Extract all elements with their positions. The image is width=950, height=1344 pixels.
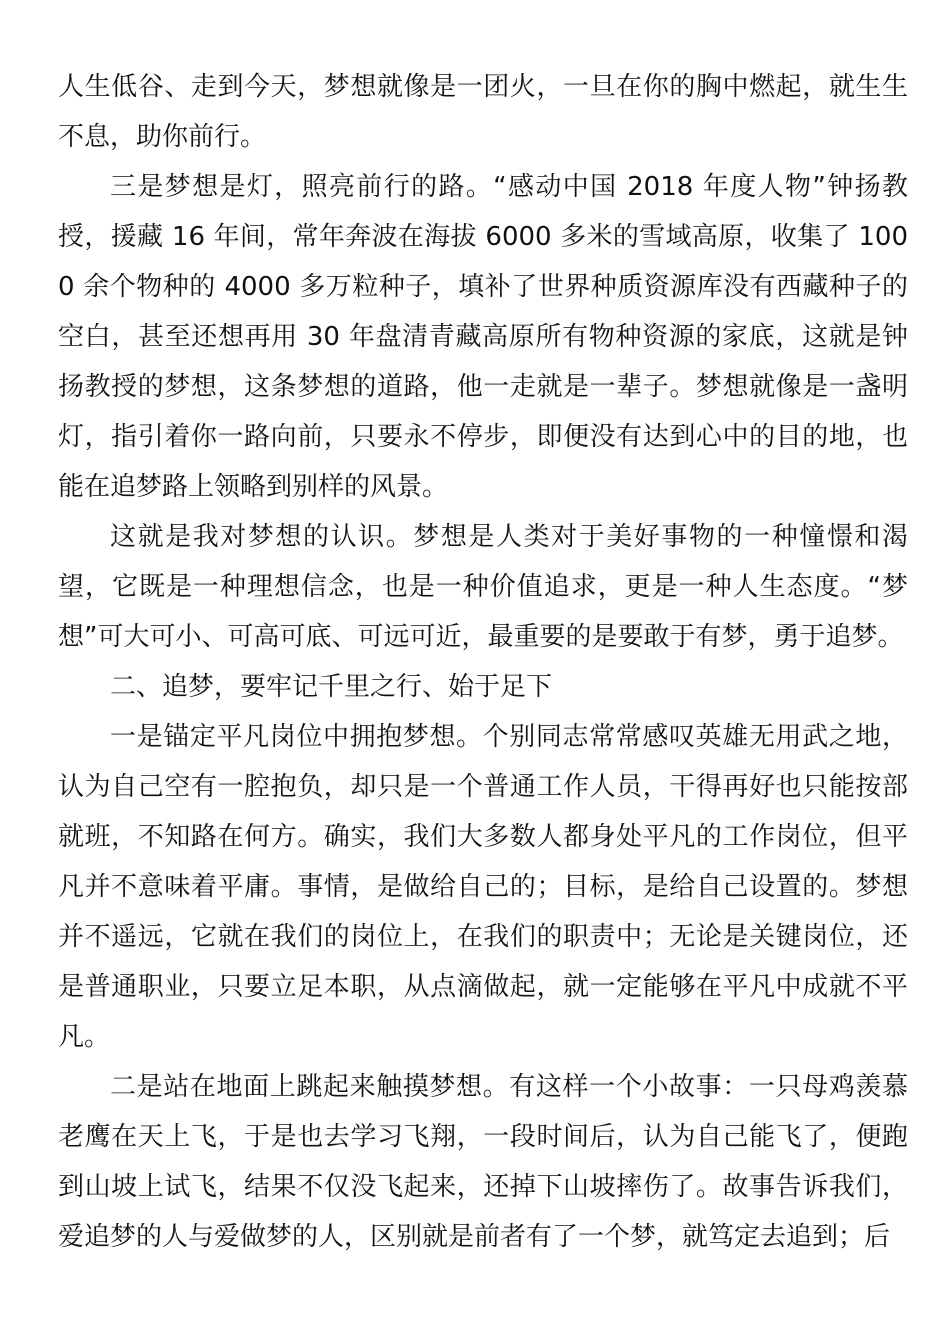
- paragraph-jump-to-touch-dream: 二是站在地面上跳起来触摸梦想。有这样一个小故事：一只母鸡羡慕老鹰在天上飞，于是也去学习飞翔，一段时间后，认为自己能飞了，便跑到山坡上试飞，结果不仅没飞起来，还掉下山坡摔伤了。故事告诉我们，爱追梦的人与爱做梦的人，区别就是前者有了一个梦，就笃定去追到；后: [58, 1072, 908, 1252]
- paragraph-ordinary-post: 一是锚定平凡岗位中拥抱梦想。个别同志常常感叹英雄无用武之地，认为自己空有一腔抱负，却只是一个普通工作人员，干得再好也只能按部就班，不知路在何方。确实，我们大多数人都身处平凡的工作岗位，但平凡并不意味着平庸。事情，是做给自己的；目标，是给自己设置的。梦想并不遥远，它就在我们的岗位上，在我们的职责中；无论是关键岗位，还是普通职业，只要立足本职，从点滴做起，就一定能够在平凡中成就不平凡。: [58, 722, 908, 1052]
- paragraph-understanding-of-dream: 这就是我对梦想的认识。梦想是人类对于美好事物的一种憧憬和渴望，它既是一种理想信念，也是一种价值追求，更是一种人生态度。“梦想”可大可小、可高可底、可远可近，最重要的是要敢于有梦，勇于追梦。: [58, 522, 908, 652]
- document-body: [58, 62, 908, 1262]
- paragraph-dream-is-light: 三是梦想是灯，照亮前行的路。“感动中国 2018 年度人物”钟扬教授，援藏 16 年间，常年奔波在海拔 6000 多米的雪域高原，收集了 1000 余个物种的 4000 多万粒种子，填补了世界种质资源库没有西藏种子的空白，甚至还想再用 30 年盘清青藏高原所有物种资源的家底，这就是钟扬教授的梦想，这条梦想的道路，他一走就是一辈子。梦想就像是一盏明灯，指引着你一路向前，只要永不停步，即便没有达到心中的目的地，也能在追梦路上领略到别样的风景。: [58, 172, 908, 502]
- paragraph-continuation: 人生低谷、走到今天，梦想就像是一团火，一旦在你的胸中燃起，就生生不息，助你前行。: [58, 72, 908, 152]
- section-heading-chasing-dream: 二、追梦，要牢记千里之行、始于足下: [110, 672, 553, 702]
